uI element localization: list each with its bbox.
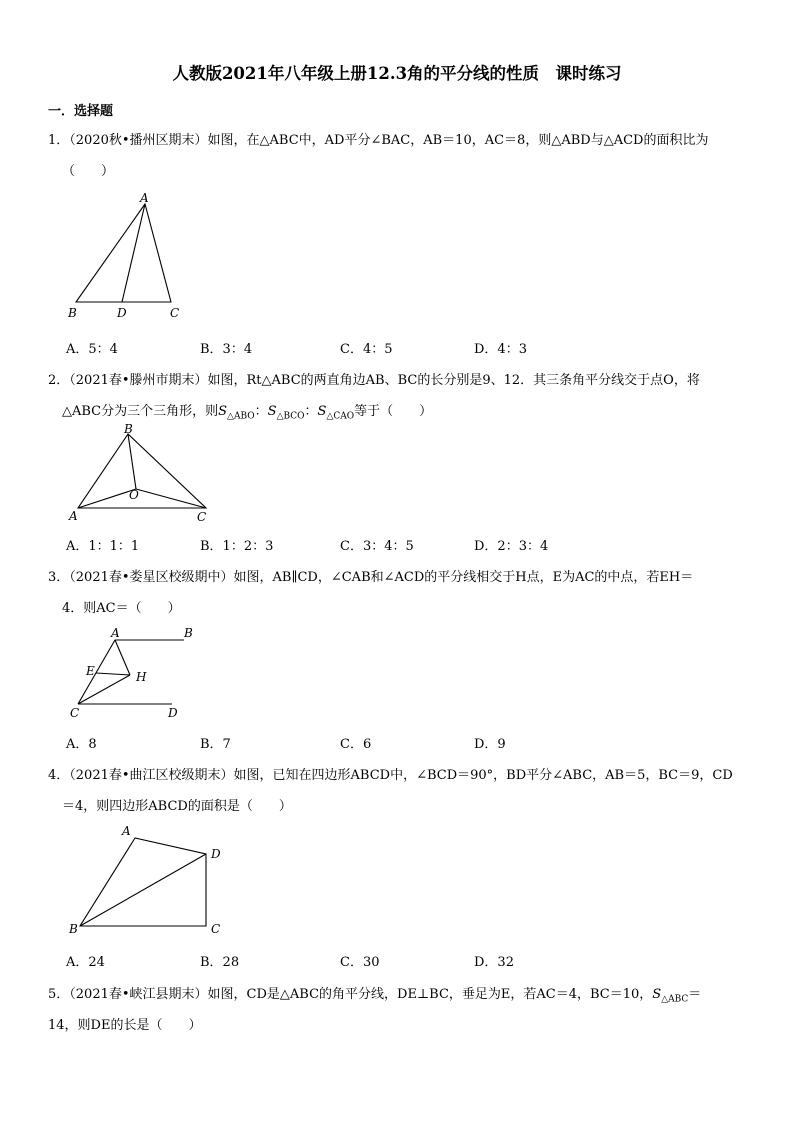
q2-figure (60, 420, 220, 530)
q3-option-c[interactable]: C．6 (340, 737, 372, 752)
q3-label-c: C (70, 706, 80, 720)
q3-label-h: H (136, 670, 147, 684)
q3-line1: 3．（2021春•娄星区校级期中）如图，AB∥CD，∠CAB和∠ACD的平分线相交于H点，E为AC的中点，若EH＝ (48, 570, 694, 585)
q2-label-a: A (69, 509, 78, 523)
q5-line1-text: 5．（2021春•峡江县期末）如图，CD是△ABC的角平分线，DE⊥BC，垂足为E，若AC＝4，BC＝10， (48, 987, 653, 1002)
q1-label-d: D (117, 306, 127, 320)
q2-line2: △ABC分为三个三角形，则$S_{\triangle ABO}$：$S_{\triangle BCO}$：$S_{\triangle CAO}$等于（ ） (62, 404, 433, 422)
q1-label-b: B (68, 306, 77, 320)
q2-option-a[interactable]: A．1：1：1 (66, 539, 140, 554)
q1-option-c[interactable]: C．4：5 (340, 342, 393, 357)
q1-label-a: A (140, 191, 149, 205)
q3-figure (60, 620, 200, 725)
q3-label-d: D (168, 706, 178, 720)
q1-option-a[interactable]: A．5：4 (66, 342, 118, 357)
q3-label-e: E (86, 664, 95, 678)
q5-line1: 5．（2021春•峡江县期末）如图，CD是△ABC的角平分线，DE⊥BC，垂足为E，若AC＝4，BC＝10，$S_{\triangle ABC}=$ (48, 987, 702, 1005)
q1-line1: 1．（2020秋•播州区期末）如图，在△ABC中，AD平分∠BAC，AB＝10，AC＝8，则△ABD与△ACD的面积比为 (48, 133, 709, 148)
q2-line1: 2．（2021春•滕州市期末）如图，Rt△ABC的两直角边AB、BC的长分别是9、12．其三条角平分线交于点O，将 (48, 373, 700, 388)
q4-label-a: A (122, 824, 131, 838)
q2-option-d[interactable]: D．2：3：4 (474, 539, 549, 554)
q5-line2: 14，则DE的长是（ ） (48, 1018, 202, 1033)
q4-label-d: D (211, 847, 221, 861)
q4-label-b: B (69, 922, 78, 936)
q1-option-d[interactable]: D．4：3 (474, 342, 527, 357)
q1-figure (60, 190, 200, 325)
q2-label-b: B (124, 422, 133, 436)
q3-option-d[interactable]: D．9 (474, 737, 506, 752)
q4-line1: 4．（2021春•曲江区校级期末）如图，已知在四边形ABCD中，∠BCD＝90°，BD平分∠ABC，AB＝5，BC＝9，CD (48, 768, 733, 783)
page-title: 人教版2021年八年级上册12.3角的平分线的性质 课时练习 (172, 64, 622, 83)
q1-option-b[interactable]: B．3：4 (200, 342, 253, 357)
q4-option-a[interactable]: A．24 (66, 955, 105, 970)
q4-option-c[interactable]: C．30 (340, 955, 380, 970)
q3-label-b: B (184, 626, 193, 640)
q3-option-a[interactable]: A．8 (66, 737, 97, 752)
q3-label-a: A (111, 626, 120, 640)
q3-option-b[interactable]: B．7 (200, 737, 231, 752)
q4-option-d[interactable]: D．32 (474, 955, 514, 970)
q4-option-b[interactable]: B．28 (200, 955, 240, 970)
q2-label-c: C (197, 510, 207, 524)
q2-option-b[interactable]: B．1：2：3 (200, 539, 274, 554)
q2-option-c[interactable]: C．3：4：5 (340, 539, 414, 554)
q2-label-o: O (129, 488, 139, 502)
q1-label-c: C (170, 306, 180, 320)
section-heading: 一．选择题 (48, 104, 114, 119)
q4-figure (60, 820, 240, 945)
q1-line2: （ ） (62, 164, 115, 179)
q4-label-c: C (211, 922, 221, 936)
q4-line2: ＝4，则四边形ABCD的面积是（ ） (62, 799, 292, 814)
q2-line2-text: △ABC分为三个三角形，则 (62, 404, 219, 419)
q3-line2: 4．则AC＝（ ） (62, 601, 181, 616)
